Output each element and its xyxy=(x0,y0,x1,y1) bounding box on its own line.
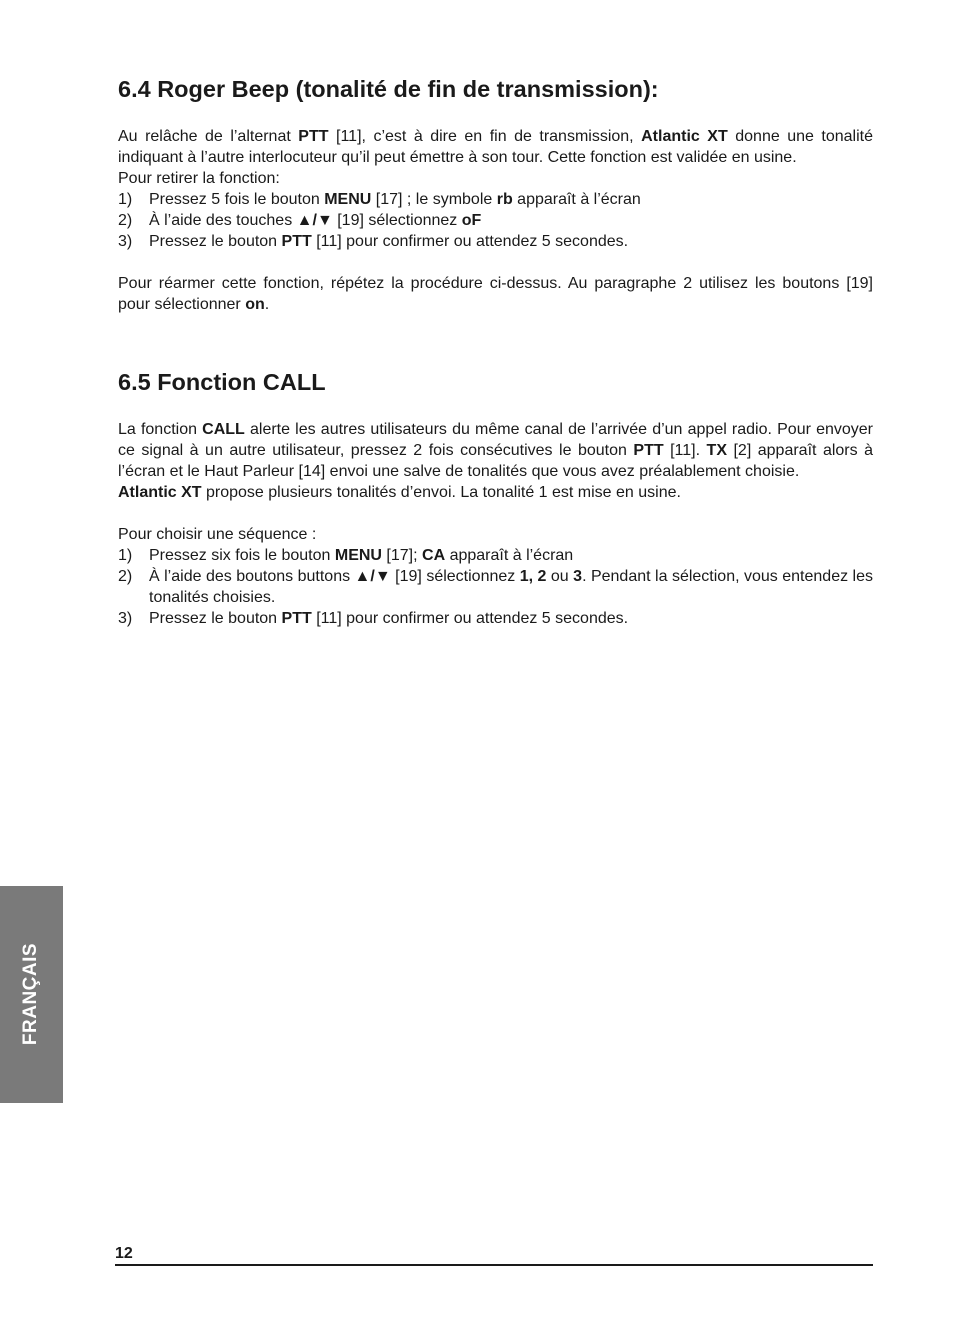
call-intro: La fonction CALL alerte les autres utilisateurs du même canal de l’arrivée d’un appel radio. Pour envoyer ce signal à un autre utilisateur, pressez 2 fois consécutives le bouton PTT [11]. TX [2] apparaît alors à l’écran et le Haut Parleur [14] envoi une salve de tonalités que vous avez préalablement choisie. xyxy=(118,421,874,480)
list-item: 2) À l’aide des boutons buttons ▲/▼ [19] sélectionnez 1, 2 ou 3. Pendant la sélection, vous entendez les tonalités choisies. xyxy=(118,568,874,606)
language-side-tab xyxy=(0,886,63,1103)
language-label: FRANÇAIS xyxy=(20,942,41,1046)
roger-beep-intro: Au relâche de l’alternat PTT [11], c’est à dire en fin de transmission, Atlantic XT donne une tonalité indiquant à l’autre interlocuteur qu’il peut émettre à son tour. Cette fonction est validée en usine. xyxy=(118,128,874,166)
atlantic-tones-line: Atlantic XT propose plusieurs tonalités d’envoi. La tonalité 1 est mise en usine. xyxy=(118,484,681,501)
list-item: 3) Pressez le bouton PTT [11] pour confirmer ou attendez 5 secondes. xyxy=(118,610,629,627)
list-item: 1) Pressez six fois le bouton MENU [17]; CA apparaît à l’écran xyxy=(118,547,574,564)
up-down-arrows-icon: ▲/▼ xyxy=(354,568,391,585)
list-item: 1) Pressez 5 fois le bouton MENU [17] ; le symbole rb apparaît à l’écran xyxy=(118,191,641,208)
footer-divider xyxy=(115,1264,873,1266)
choose-sequence-label: Pour choisir une séquence : xyxy=(118,526,317,543)
roger-beep-steps xyxy=(118,189,873,252)
rearm-paragraph: Pour réarmer cette fonction, répétez la procédure ci-dessus. Au paragraphe 2 utilisez les boutons [19] pour sélectionner on. xyxy=(118,275,873,313)
list-item: 3) Pressez le bouton PTT [11] pour confirmer ou attendez 5 secondes. xyxy=(118,233,629,250)
section-title-call: 6.5 Fonction CALL xyxy=(118,369,326,395)
section-title-roger-beep: 6.4 Roger Beep (tonalité de fin de transmission): xyxy=(118,76,659,102)
list-item: 2) À l’aide des touches ▲/▼ [19] sélectionnez oF xyxy=(118,212,482,229)
up-down-arrows-icon: ▲/▼ xyxy=(296,212,333,229)
remove-function-label: Pour retirer la fonction: xyxy=(118,170,280,187)
page-number: 12 xyxy=(115,1245,133,1262)
call-steps xyxy=(118,545,873,629)
page-content xyxy=(118,72,873,629)
